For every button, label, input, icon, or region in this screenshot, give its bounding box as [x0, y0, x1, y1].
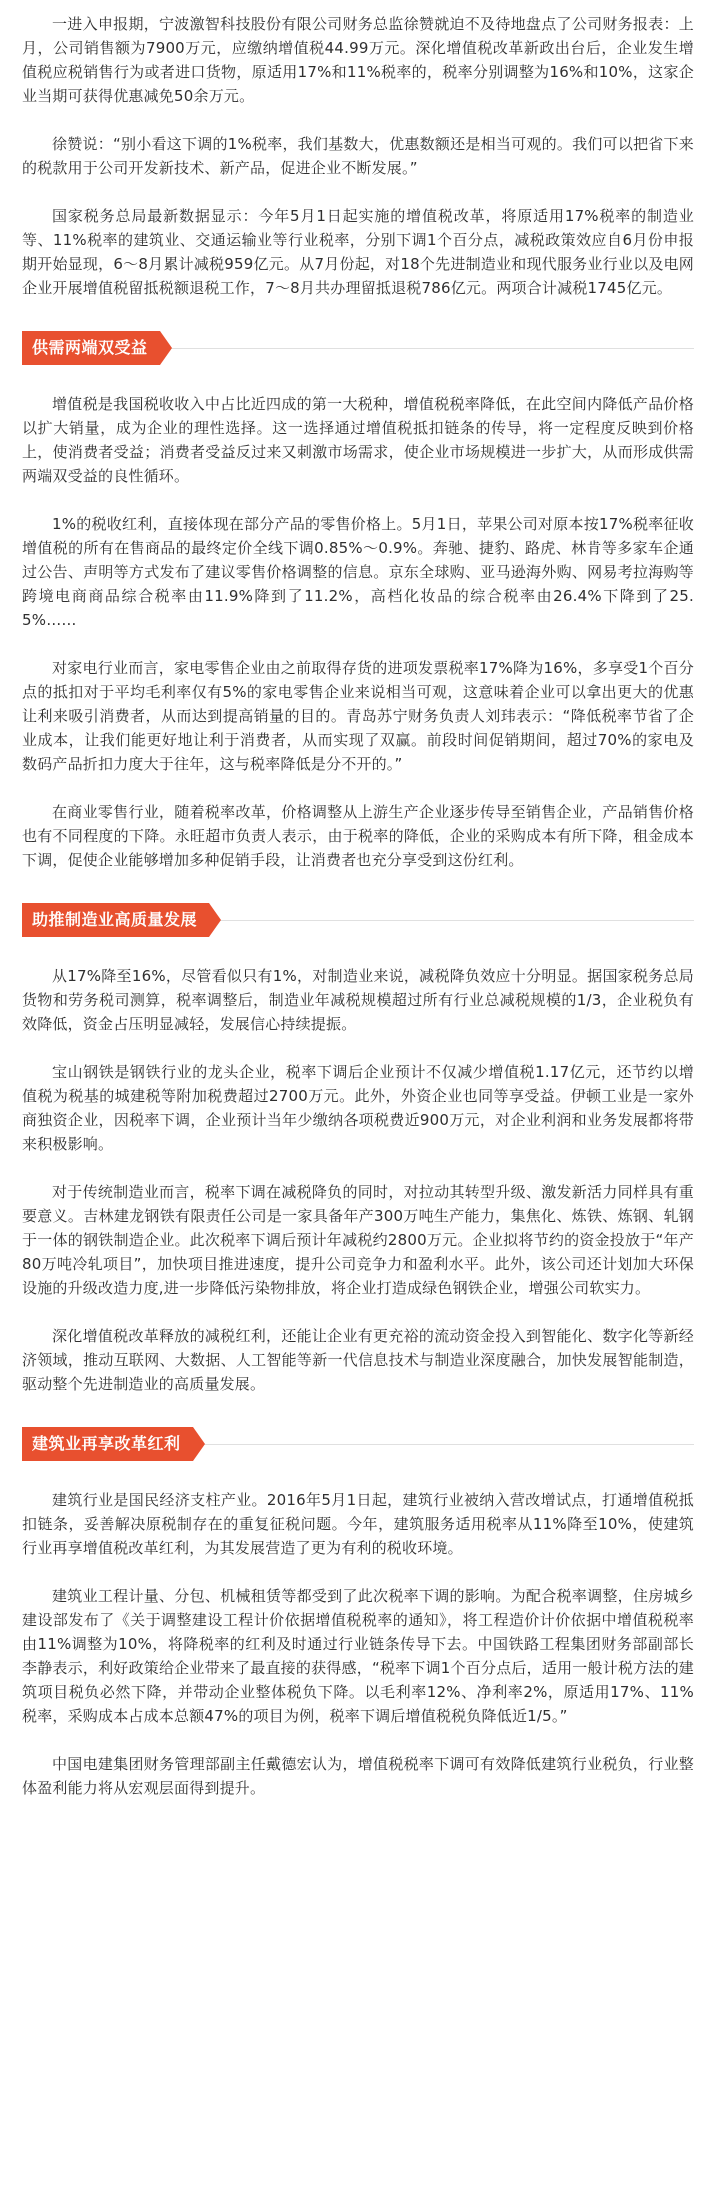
section-header-construction [22, 1424, 694, 1464]
section-2-paragraph-1: 从17%降至16%，尽管看似只有1%，对制造业来说，减税降负效应十分明显。据国家税务总局货物和劳务税司测算，税率调整后，制造业年减税规模超过所有行业总减税规模的1/3，企业税负有效降低，资金占压明显减轻，发展信心持续提振。 [22, 967, 694, 1033]
section-title: 供需两端双受益 [22, 331, 160, 365]
section-1-paragraph-1: 增值税是我国税收收入中占比近四成的第一大税种，增值税税率降低，在此空间内降低产品价格以扩大销量，成为企业的理性选择。这一选择通过增值税抵扣链条的传导，将一定程度反映到价格上，使消费者受益；消费者受益反过来又刺激市场需求，使企业市场规模进一步扩大，从而形成供需两端双受益的良性循环。 [22, 395, 694, 485]
section-header-manufacturing [22, 900, 694, 940]
section-2-paragraph-3: 对于传统制造业而言，税率下调在减税降负的同时，对拉动其转型升级、激发新活力同样具有重要意义。吉林建龙钢铁有限责任公司是一家具备年产300万吨生产能力，集焦化、炼铁、炼钢、轧钢于一体的钢铁制造企业。此次税率下调后预计年减税约2800万元。企业拟将节约的资金投放于“年产80万吨冷轧项目”，加快项目推进速度，提升公司竞争力和盈利水平。此外，该公司还计划加大环保设施的升级改造力度,进一步降低污染物排放，将企业打造成绿色钢铁企业，增强公司软实力。 [22, 1183, 694, 1297]
section-2-paragraph-2: 宝山钢铁是钢铁行业的龙头企业，税率下调后企业预计不仅减少增值税1.17亿元，还节约以增值税为税基的城建税等附加税费超过2700万元。此外，外资企业也同等享受益。伊顿工业是一家外商独资企业，因税率下调，企业预计当年少缴纳各项税费近900万元，对企业利润和业务发展都将带来积极影响。 [22, 1063, 694, 1153]
intro-paragraph-2: 徐赞说：“别小看这下调的1%税率，我们基数大，优惠数额还是相当可观的。我们可以把省下来的税款用于公司开发新技术、新产品，促进企业不断发展。” [22, 135, 694, 177]
section-title: 助推制造业高质量发展 [22, 903, 209, 937]
intro-paragraph-1: 一进入申报期，宁波激智科技股份有限公司财务总监徐赞就迫不及待地盘点了公司财务报表：上月，公司销售额为7900万元，应缴纳增值税44.99万元。深化增值税改革新政出台后，企业发生增值税应税销售行为或者进口货物，原适用17%和11%税率的，税率分别调整为16%和10%，这家企业当期可获得优惠减免50余万元。 [22, 15, 694, 105]
section-1-paragraph-3: 对家电行业而言，家电零售企业由之前取得存货的进项发票税率17%降为16%，多享受1个百分点的抵扣对于平均毛利率仅有5%的家电零售企业来说相当可观，这意味着企业可以拿出更大的优惠让利来吸引消费者，从而达到提高销量的目的。青岛苏宁财务负责人刘玮表示：“降低税率节省了企业成本，让我们能更好地让利于消费者，从而实现了双赢。前段时间促销期间，超过70%的家电及数码产品折扣力度大于往年，这与税率降低是分不开的。” [22, 659, 694, 773]
section-header-supply-demand [22, 328, 694, 368]
section-title: 建筑业再享改革红利 [22, 1427, 193, 1461]
section-2-paragraph-4: 深化增值税改革释放的减税红利，还能让企业有更充裕的流动资金投入到智能化、数字化等新经济领域，推动互联网、大数据、人工智能等新一代信息技术与制造业深度融合，加快发展智能制造，驱动整个先进制造业的高质量发展。 [22, 1327, 694, 1393]
section-1-paragraph-4: 在商业零售行业，随着税率改革，价格调整从上游生产企业逐步传导至销售企业，产品销售价格也有不同程度的下降。永旺超市负责人表示，由于税率的降低，企业的采购成本有所下降，租金成本下调，促使企业能够增加多种促销手段，让消费者也充分享受到这份红利。 [22, 803, 694, 869]
section-3-paragraph-2: 建筑业工程计量、分包、机械租赁等都受到了此次税率下调的影响。为配合税率调整，住房城乡建设部发布了《关于调整建设工程计价依据增值税税率的通知》，将工程造价计价依据中增值税税率由11%调整为10%，将降税率的红利及时通过行业链条传导下去。中国铁路工程集团财务部副部长李静表示，利好政策给企业带来了最直接的获得感，“税率下调1个百分点后，适用一般计税方法的建筑项目税负必然下降，并带动企业整体税负下降。以毛利率12%、净利率2%，原适用17%、11%税率，采购成本占成本总额47%的项目为例，税率下调后增值税税负降低近1/5。” [22, 1587, 694, 1725]
section-1-paragraph-2: 1%的税收红利，直接体现在部分产品的零售价格上。5月1日，苹果公司对原本按17%税率征收增值税的所有在售商品的最终定价全线下调0.85%～0.9%。奔驰、捷豹、路虎、林肯等多家车企通过公告、声明等方式发布了建议零售价格调整的信息。京东全球购、亚马逊海外购、网易考拉海购等跨境电商商品综合税率由11.9%降到了11.2%，高档化妆品的综合税率由26.4%下降到了25.5%…… [22, 515, 694, 629]
section-3-paragraph-1: 建筑行业是国民经济支柱产业。2016年5月1日起，建筑行业被纳入营改增试点，打通增值税抵扣链条，妥善解决原税制存在的重复征税问题。今年，建筑服务适用税率从11%降至10%，使建筑行业再享增值税改革红利，为其发展营造了更为有利的税收环境。 [22, 1491, 694, 1557]
intro-paragraph-3: 国家税务总局最新数据显示：今年5月1日起实施的增值税改革，将原适用17%税率的制造业等、11%税率的建筑业、交通运输业等行业税率，分别下调1个百分点，减税政策效应自6月份申报期开始显现，6～8月累计减税959亿元。从7月份起，对18个先进制造业和现代服务业行业以及电网企业开展增值税留抵税额退税工作，7～8月共办理留抵退税786亿元。两项合计减税1745亿元。 [22, 207, 694, 297]
section-3-paragraph-3: 中国电建集团财务管理部副主任戴德宏认为，增值税税率下调可有效降低建筑行业税负，行业整体盈利能力将从宏观层面得到提升。 [22, 1755, 694, 1797]
